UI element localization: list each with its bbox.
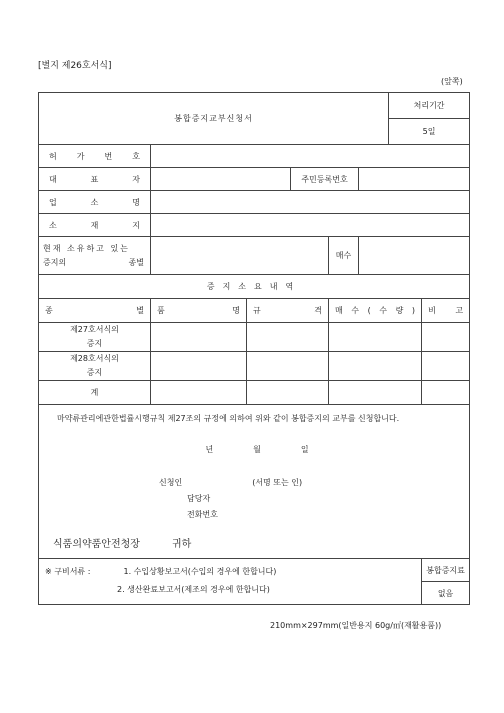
col-product-text: 품 명 xyxy=(157,306,240,315)
stamp-fee-value: 없음 xyxy=(422,582,470,605)
applicant-label: 신청인 xyxy=(159,478,183,487)
form-title: 봉합증지교부신청서 xyxy=(39,93,389,145)
col-remarks-text: 비 고 xyxy=(428,306,464,315)
row-type-line1: 제28호서식의 xyxy=(70,354,119,363)
col-qty xyxy=(329,299,422,323)
location-field[interactable] xyxy=(151,214,470,237)
row-qty-cell[interactable] xyxy=(329,323,422,352)
table-row xyxy=(39,381,470,405)
processing-label: 처리기간 xyxy=(389,93,470,119)
row-remarks-cell[interactable] xyxy=(422,381,470,405)
representative-label xyxy=(39,168,151,191)
resident-number-field[interactable] xyxy=(359,168,470,191)
form-reference: [별지 제26호서식] xyxy=(38,61,112,71)
document-item-2: 2. 생산완료보고서(제조의 경우에 한합니다) xyxy=(117,585,270,594)
processing-value: 5일 xyxy=(389,119,470,145)
recipient: 식품의약품안전청장 xyxy=(53,539,140,550)
person-in-charge-label: 담당자 xyxy=(187,494,211,503)
row-type xyxy=(39,352,151,381)
business-name-label xyxy=(39,191,151,214)
held-type-line2a: 증지의 xyxy=(43,257,67,267)
recipient-line xyxy=(51,537,463,552)
permit-number-field[interactable] xyxy=(151,145,470,168)
permit-number-text: 허 가 번 호 xyxy=(49,151,140,161)
row-spec-cell[interactable] xyxy=(247,352,329,381)
required-documents xyxy=(39,559,422,605)
col-type-text: 종 별 xyxy=(45,306,144,315)
row-spec-cell[interactable] xyxy=(247,323,329,352)
representative-field[interactable] xyxy=(151,168,291,191)
row-spec-cell[interactable] xyxy=(247,381,329,405)
col-remarks xyxy=(422,299,470,323)
col-spec-text: 규 격 xyxy=(253,306,322,315)
sign-or-seal: (서명 또는 인) xyxy=(252,478,303,487)
declaration-text: 마약류관리에관한법률시행규칙 제27조의 규정에 의하여 위와 같이 봉합증지의 교부를 신청합니다. xyxy=(57,414,400,423)
held-type-line1: 현재 소유하고 있는 xyxy=(43,243,130,253)
held-type-line2b: 종별 xyxy=(128,257,144,267)
month-label: 월 xyxy=(253,445,261,454)
location-label xyxy=(39,214,151,237)
row-type-line1: 제27호서식의 xyxy=(70,325,119,334)
count-label: 매수 xyxy=(329,237,359,275)
col-spec xyxy=(247,299,329,323)
date-line xyxy=(51,442,463,457)
row-qty-cell[interactable] xyxy=(329,352,422,381)
row-remarks-cell[interactable] xyxy=(422,352,470,381)
section-header-text: 증지소요내역 xyxy=(206,282,302,291)
day-label: 일 xyxy=(300,445,309,454)
row-type-line2: 증지 xyxy=(86,368,103,377)
table-row xyxy=(39,352,470,381)
count-field[interactable] xyxy=(359,237,470,275)
row-product-cell[interactable] xyxy=(151,381,247,405)
col-product xyxy=(151,299,247,323)
row-remarks-cell[interactable] xyxy=(422,323,470,352)
documents-label: ※ 구비서류 : xyxy=(45,567,91,576)
table-row xyxy=(39,323,470,352)
permit-number-label xyxy=(39,145,151,168)
phone-label: 전화번호 xyxy=(187,510,218,519)
col-qty-text: 매 수 ( 수 량 ) xyxy=(335,306,415,315)
section-header xyxy=(39,275,470,299)
business-name-field[interactable] xyxy=(151,191,470,214)
paper-spec: 210mm×297mm(일반용지 60g/㎡(재활용품)) xyxy=(270,621,442,630)
declaration-block xyxy=(39,405,470,559)
row-product-cell[interactable] xyxy=(151,352,247,381)
held-type-field[interactable] xyxy=(151,237,329,275)
page-side: (앞쪽) xyxy=(441,77,463,86)
row-qty-cell[interactable] xyxy=(329,381,422,405)
held-type-label xyxy=(39,237,151,275)
signature-block xyxy=(51,475,463,523)
row-product-cell[interactable] xyxy=(151,323,247,352)
business-name-text: 업 소 명 xyxy=(49,197,140,207)
row-type-line2: 증지 xyxy=(86,339,103,348)
col-type xyxy=(39,299,151,323)
stamp-fee-label: 봉합증지료 xyxy=(422,559,470,582)
location-text: 소 재 지 xyxy=(49,220,140,230)
honorific: 귀하 xyxy=(171,539,192,550)
row-total: 계 xyxy=(39,381,151,405)
representative-text: 대 표 자 xyxy=(49,174,140,184)
document-item-1: 1. 수입상황보고서(수입의 경우에 한합니다) xyxy=(123,567,277,576)
year-label: 년 xyxy=(205,445,214,454)
row-type xyxy=(39,323,151,352)
resident-number-label: 주민등록번호 xyxy=(291,168,359,191)
application-form xyxy=(38,92,470,605)
